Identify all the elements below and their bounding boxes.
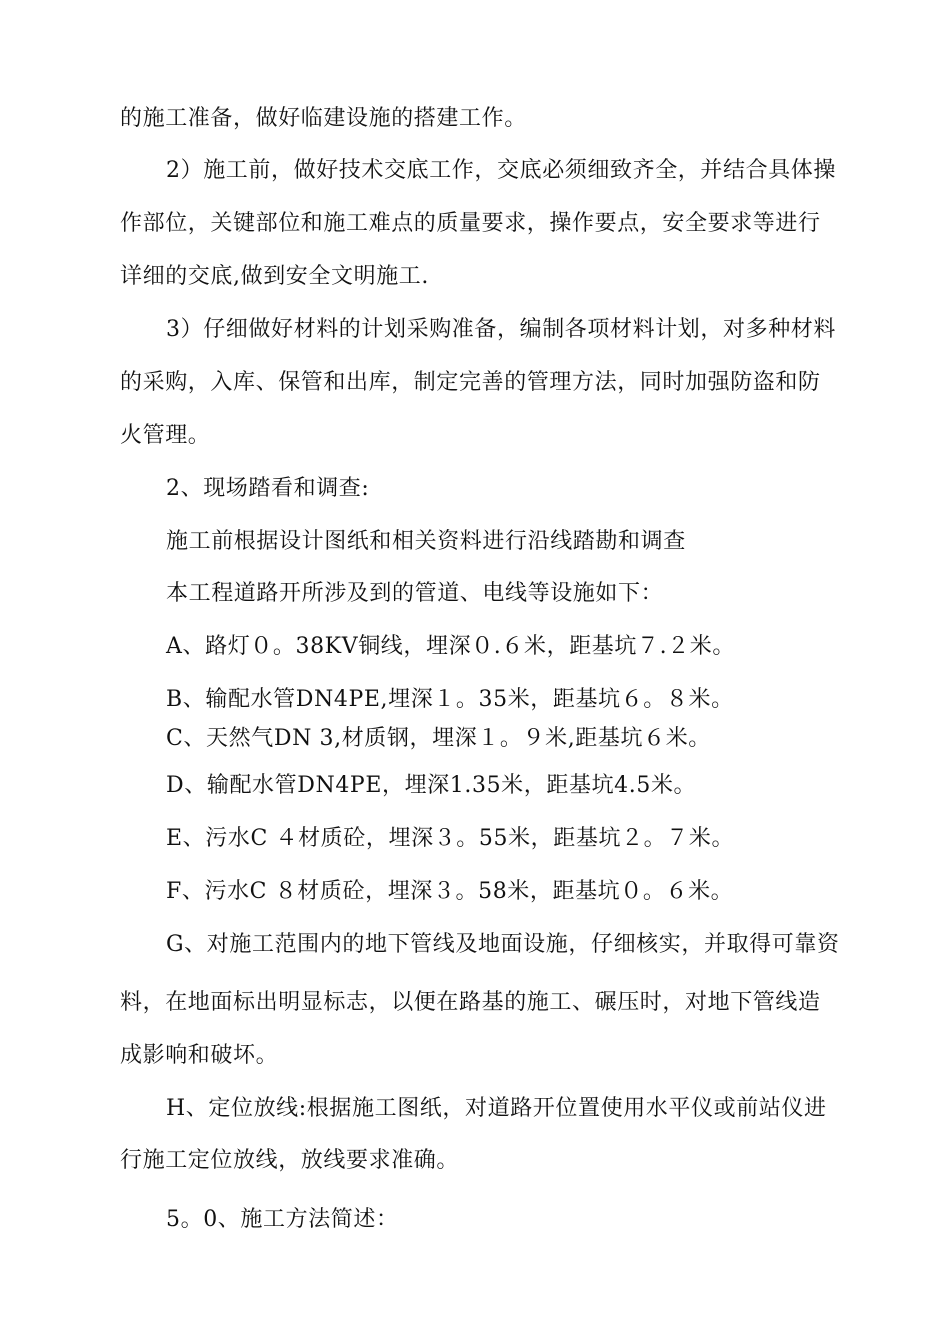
text-line: 成影响和破坏。	[120, 1043, 279, 1068]
text-line: 3）仔细做好材料的计划采购准备，编制各项材料计划，对多种材料	[166, 317, 836, 342]
text-line: 详细的交底,做到安全文明施工.	[120, 264, 429, 289]
text-line: C、天然气DN 3,材质钢，埋深１。９米,距基坑６米。	[166, 726, 711, 751]
text-line: D、输配水管DN4PE，埋深1.35米，距基坑4.5米。	[166, 773, 697, 798]
text-line: B、输配水管DN4PE,埋深１。35米，距基坑６。８米。	[166, 687, 734, 712]
text-line: 的采购，入库、保管和出库，制定完善的管理方法，同时加强防盗和防	[120, 370, 821, 395]
text-line: E、污水C ４材质砼，埋深３。55米，距基坑２。７米。	[166, 826, 735, 851]
text-line: 本工程道路开所涉及到的管道、电线等设施如下：	[166, 581, 664, 606]
text-line: 火管理。	[120, 423, 211, 448]
text-line: G、对施工范围内的地下管线及地面设施，仔细核实，并取得可靠资	[166, 932, 840, 957]
text-line: 行施工定位放线，放线要求准确。	[120, 1148, 460, 1173]
text-line: 料，在地面标出明显标志，以便在路基的施工、碾压时，对地下管线造	[120, 990, 821, 1015]
text-line: H、定位放线:根据施工图纸，对道路开位置使用水平仪或前站仪进	[166, 1096, 827, 1121]
text-line: 2）施工前，做好技术交底工作，交底必须细致齐全，并结合具体操	[166, 158, 836, 183]
text-line: 2、现场踏看和调查:	[166, 476, 370, 501]
text-line: 的施工准备，做好临建设施的搭建工作。	[120, 106, 527, 131]
text-line: 作部位，关键部位和施工难点的质量要求，操作要点，安全要求等进行	[120, 211, 821, 236]
text-line: F、污水C ８材质砼，埋深３。58米，距基坑０。６米。	[166, 879, 734, 904]
text-line: A、路灯０。38KV铜线，埋深０.６米，距基坑７.２米。	[166, 634, 735, 659]
text-line: 5。0、施工方法简述：	[166, 1207, 399, 1232]
text-line: 施工前根据设计图纸和相关资料进行沿线踏勘和调查	[166, 529, 686, 554]
